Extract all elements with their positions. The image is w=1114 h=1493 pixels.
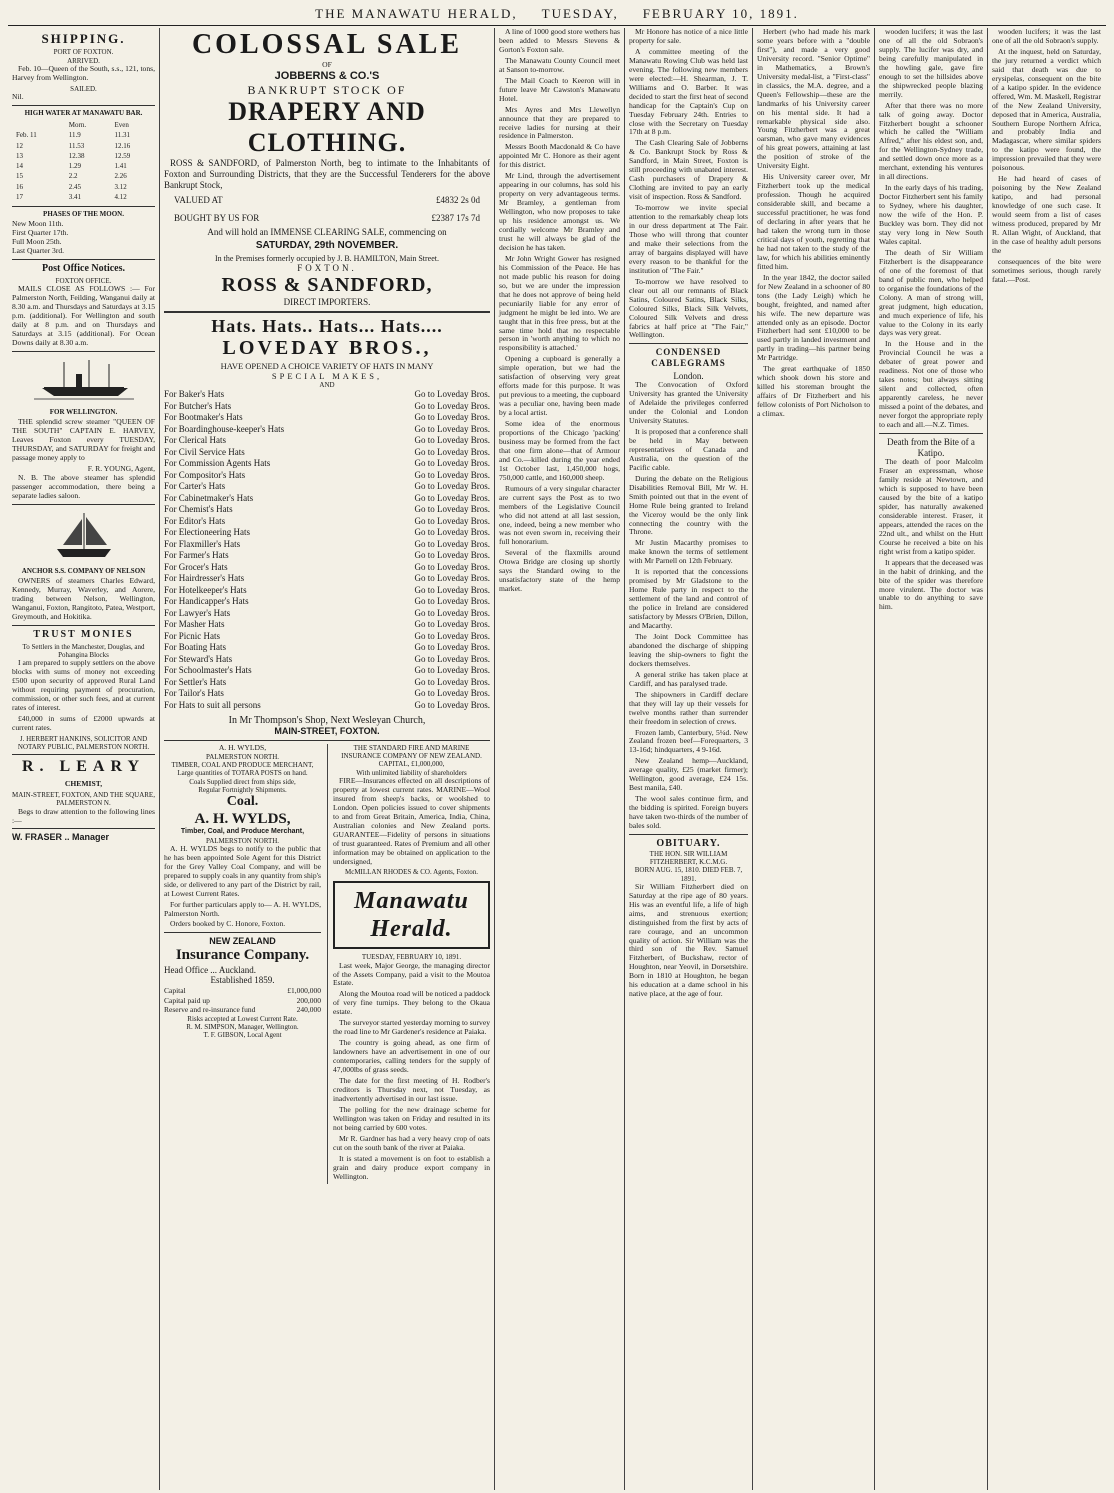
go-to-loveday: Go to Loveday Bros. — [414, 412, 490, 423]
agent-name: F. R. YOUNG, Agent, — [87, 463, 155, 473]
totara: Large quantities of TOTARA POSTS on hand. — [177, 769, 308, 778]
go-to-loveday: Go to Loveday Bros. — [414, 423, 490, 434]
herald-paragraph: It is stated a movement is on foot to establish a grain and dairy produce export company in Wellington. — [333, 1153, 490, 1181]
hat-row — [164, 516, 490, 528]
go-to-loveday: Go to Loveday Bros. — [414, 642, 490, 653]
go-to-loveday: Go to Loveday Bros. — [414, 619, 490, 630]
anchor-text: OWNERS of steamers Charles Edward, Kennedy, Murray, Waverley, and Aorere, trading between Nelson, Wellington, Wanganui, Foxton, Rangitoto, Patea, Westport, Greymouth, and Hokitika. — [12, 576, 155, 621]
news-paragraph: In the year 1842, the doctor sailed for New Zealand in a schooner of 80 tons (the Lady Leigh) which he bought, freighted, and named after his wife. The new departure was attended only as an episode. Doctor Fitzherbert had sent £10,000 to be used partly in landed investment and partly in trading—his partner being Mr Partridge. — [757, 272, 870, 363]
bankrupt: BANKRUPT STOCK OF — [247, 82, 407, 97]
go-to-loveday: Go to Loveday Bros. — [414, 469, 490, 480]
steamer-text: THE splendid screw steamer "QUEEN OF THE SOUTH" CAPTAIN E. HARVEY, Leaves Foxton every TUESDAY, THURSDAY, and SATURDAY for freight and passage money apply to — [12, 417, 155, 463]
masthead — [8, 6, 1106, 26]
fraser-manager: W. FRASER .. Manager — [12, 832, 110, 843]
column-4 — [625, 28, 753, 1490]
katipo-paragraph: At the inquest, held on Saturday, the jury returned a verdict which said that death was due to erysipelas, consequent on the bite of a katipo spider. In the evidence offered, Wm. M. Maskell, Registrar of the New Zealand University, deposed that in America, Australia, Southern Europe Northern Africa, and probably India and Madagascar, where similar spiders to the katipo were found, the impression prevailed that they were poisonous. — [992, 46, 1101, 173]
wylds-column — [164, 744, 321, 1184]
go-to-loveday: Go to Loveday Bros. — [414, 389, 490, 400]
wylds-place: PALMERSTON NORTH. — [205, 752, 280, 761]
sailed-label: SAILED. — [70, 84, 97, 93]
sale-of: OF — [322, 60, 332, 70]
hat-row — [164, 470, 490, 482]
hat-row — [164, 493, 490, 505]
bought-row: BOUGHT BY US FOR £2387 17s 7d — [174, 212, 480, 223]
standard-column — [327, 744, 490, 1184]
coal-supplied: Coals Supplied direct from ships side, — [189, 777, 296, 786]
valued-row: VALUED AT £4832 2s 0d — [174, 195, 480, 206]
news-paragraph: The Manawatu County Council meet at Sanson to-morrow. — [499, 55, 620, 74]
cable-paragraph: It is reported that the concessions promised by Mr Gladstone to the Home Rule party in respect to the settlement of the land and control of the police in Ireland are considered satisfactory by Messrs O'Brien, Dillon, and Macarthy. — [629, 567, 748, 631]
jobberns: JOBBERNS & CO.'S — [274, 69, 380, 82]
wellington-heading: FOR WELLINGTON. — [49, 407, 118, 416]
sale-title: COLOSSAL SALE — [191, 29, 463, 60]
hat-type: For Farmer's Hats — [164, 550, 229, 561]
news-paragraph: A line of 1000 good store wethers has been added to Messrs Stevens & Gorton's Foxton sale. — [499, 28, 620, 54]
column-1 — [8, 28, 160, 1490]
go-to-loveday: Go to Loveday Bros. — [414, 492, 490, 503]
herald-paragraph: The polling for the new drainage scheme for Wellington was taken on Friday and resulted in its not being carried by 600 votes. — [333, 1104, 490, 1132]
go-to-loveday: Go to Loveday Bros. — [414, 630, 490, 641]
hat-row — [164, 550, 490, 562]
moon-title: PHASES OF THE MOON. — [43, 210, 124, 219]
hat-type: For Editor's Hats — [164, 515, 226, 526]
katipo-title: Death from the Bite of a Katipo. — [887, 436, 975, 458]
hat-type: For Clerical Hats — [164, 435, 226, 446]
go-to-loveday: Go to Loveday Bros. — [414, 435, 490, 446]
head-office: Head Office ... Auckland. — [164, 964, 257, 975]
hat-row — [164, 504, 490, 516]
column-7 — [988, 28, 1105, 1490]
news-paragraph: The Cash Clearing Sale of Jobberns & Co. Bankrupt Stock by Ross & Sandford, in Main Street, Foxton is still proceeding with unabated interest. Cash purchasers of Drapery & Clothing are invited to pay an early visit of inspection. Ross & Sandford. — [629, 138, 748, 202]
hat-type: For Handicapper's Hats — [164, 596, 249, 607]
arrived-label: ARRIVED. — [67, 56, 100, 65]
hat-row — [164, 458, 490, 470]
herald-paragraph: Last week, Major George, the managing director of the Assets Company, paid a visit to the Moutoa Estate. — [333, 960, 490, 988]
tide-row: 12 11.53 12.16 — [16, 141, 131, 150]
moon-phase: Last Quarter 3rd. — [12, 246, 65, 256]
sailing-ship-icon — [49, 511, 119, 561]
po-sub: FOXTON OFFICE. — [55, 277, 112, 286]
hat-row — [164, 447, 490, 459]
hat-type: For Baker's Hats — [164, 389, 225, 400]
hat-type: For Hairdresser's Hats — [164, 573, 245, 584]
news-paragraph: The death of Sir William Fitzherbert is the disappearance of one of the foremost of that band of public men, who helped to organise the foundations of the Colony. A man of strong will, great judgment, high education, and much experience of life, his value to the Colony in its early days was very great. — [879, 247, 983, 338]
hat-row — [164, 665, 490, 677]
ins-row: Capital paid up 200,000 — [164, 995, 321, 1005]
news-paragraph: In the House and in the Provincial Council he was a debater of great power and readiness. Not one of those who takes notes; but always sitting silent and collected, often apparently careless, he never missed a point of the debates, and never forgot the appropriate reply to each and all.—N.Z. Times. — [879, 339, 983, 429]
trust-sub: To Settlers in the Manchester, Douglas, and Pohangina Blocks — [22, 642, 145, 659]
news-paragraph: To-morrow we have resolved to clear out all our remnants of Black Satins, Coloured Satins, Black Silks, Coloured Silks, Black Silk Velvets, Coloured Silk Velvets and dress fabrics at half price at "The Fair," Wellington. — [629, 276, 748, 340]
hat-type: For Lawyer's Hats — [164, 607, 231, 618]
shop-address: In Mr Thompson's Shop, Next Wesleyan Church, — [228, 714, 426, 726]
go-to-loveday: Go to Loveday Bros. — [414, 665, 490, 676]
hat-row — [164, 642, 490, 654]
news-paragraph: Mrs Ayres and Mrs Llewellyn announce that they are prepared to receive ladies for nursing at their residence in Palmerston. — [499, 104, 620, 141]
news-paragraph: wooden lucifers; it was the last one of all the old Sobraon's supply. — [992, 28, 1101, 45]
moon-phase: First Quarter 17th. — [12, 228, 69, 238]
arrived-text: Feb. 10—Queen of the South, s.s., 121, tons, Harvey from Wellington. — [12, 63, 155, 82]
ross-text: ROSS & SANDFORD, of Palmerston North, beg to intimate to the Inhabitants of Foxton and Surrounding Districts, that they are the Successful Tenderers for the above Bankrupt Stock, — [164, 158, 490, 190]
steamer-nb: N. B. The above steamer has splendid passenger accommodation, there being a separate ladies saloon. — [12, 472, 155, 500]
wylds-merchant: Timber, Coal, and Produce Merchant, — [180, 828, 305, 836]
hat-row — [164, 608, 490, 620]
news-paragraph: Opening a cupboard is generally a simple operation, but we had the satisfaction of observing very great efforts made for this purpose. It was put previous to a meeting, the cupboard was a peculiar one, having been made by a local artist. — [499, 354, 620, 418]
hat-row — [164, 654, 490, 666]
cable-paragraph: Mr Justin Macarthy promises to make known the terms of settlement with Mr Parnell on 12th February. — [629, 538, 748, 566]
moon-phase: Full Moon 25th. — [12, 237, 62, 247]
news-paragraph: In the early days of his trading, Doctor Fitzherbert sent his family to Sydney, where his daughter, now the wife of the Hon. P. Buckley was born. They did not stay very long in New South Wales capital. — [879, 183, 983, 246]
hat-row — [164, 539, 490, 551]
news-paragraph: Mr Lind, through the advertisement appearing in our columns, has sold his property on very advantageous terms. Mr Bramley, a gentleman from Wellington, who now proposes to take up his residence amongst us. We cordially welcome Mr Bramley and trust he will always be glad of the decision he has taken. — [499, 171, 620, 252]
wylds-orders: Orders booked by C. Honore, Foxton. — [170, 919, 286, 929]
cable-paragraph: New Zealand hemp—Auckland, average quality, £25 (market firmer); Wellington, good average, £24 15s. Best manila, £40. — [629, 756, 748, 793]
cable-sub: London. — [673, 370, 704, 381]
hat-row — [164, 527, 490, 539]
mcmillan: McMILLAN RHODES & CO. Agents, Foxton. — [344, 868, 478, 877]
cable-title: CONDENSED CABLEGRAMS — [651, 347, 726, 369]
hat-type: For Schoolmaster's Hats — [164, 665, 252, 676]
foxton: FOXTON. — [297, 263, 357, 274]
tide-title: HIGH WATER AT MANAWATU BAR. — [24, 108, 143, 117]
hat-type: For Grocer's Hats — [164, 561, 228, 572]
trust-heading: TRUST MONIES — [33, 628, 134, 640]
insurance-co: Insurance Company. — [175, 947, 310, 964]
and-word: AND — [319, 380, 335, 389]
ins-row: Reserve and re-insurance fund 240,000 — [164, 1005, 321, 1015]
hat-row — [164, 619, 490, 631]
established: Established 1859. — [210, 975, 275, 986]
hat-type: For Settler's Hats — [164, 676, 227, 687]
saturday: SATURDAY, 29th NOVEMBER. — [255, 239, 399, 251]
cable-paragraph: Frozen lamb, Canterbury, 5¼d. New Zealand frozen beef—Forequarters, 3 13-16d; hindquarters, 4 9-16d. — [629, 727, 748, 755]
anchor-heading: ANCHOR S.S. COMPANY OF NELSON — [21, 566, 146, 575]
hat-type: For Tailor's Hats — [164, 688, 224, 699]
herald-paragraph: Along the Moutoa road will be noticed a paddock of very fine turnips. They belong to the Okaua estate. — [333, 989, 490, 1017]
tide-head: Morn. — [68, 121, 87, 130]
risks: Risks accepted at Lowest Current Rate. — [187, 1014, 298, 1023]
chemist-address: MAIN-STREET, FOXTON, AND THE SQUARE, PALMERSTON N. — [12, 791, 155, 808]
go-to-loveday: Go to Loveday Bros. — [414, 596, 490, 607]
tide-head — [14, 121, 65, 129]
tide-row: 15 2.2 2.26 — [16, 172, 127, 181]
news-paragraph: wooden lucifers; it was the last one of all the old Sobraon's supply. The lucifer was dry, and being carefully manipulated in the howling gale, gave fire enough to set the hillsides above the shipwrecked people blazing merrily. — [879, 28, 983, 99]
cable-paragraph: The shipowners in Cardiff declare that they will lay up their vessels for twelve months rather than surrender their freedom in selection of crews. — [629, 689, 748, 726]
go-to-loveday: Go to Loveday Bros. — [414, 515, 490, 526]
herald-title: Manawatu Herald. — [333, 881, 490, 950]
tide-row: 16 2.45 3.12 — [16, 182, 127, 191]
capital: CAPITAL, £1,000,000, — [378, 760, 445, 769]
moon-phase: New Moon 11th. — [12, 219, 64, 229]
hankins: J. HERBERT HANKINS, SOLICITOR AND NOTARY PUBLIC, PALMERSTON NORTH. — [17, 734, 150, 751]
hat-type: For Commission Agents Hats — [164, 458, 271, 469]
hat-type: For Steward's Hats — [164, 653, 233, 664]
go-to-loveday: Go to Loveday Bros. — [414, 607, 490, 618]
masthead-day: TUESDAY, — [541, 6, 619, 21]
hat-type: For Picnic Hats — [164, 630, 220, 641]
cable-paragraph: A general strike has taken place at Cardiff, and has paralysed trade. — [629, 669, 748, 688]
news-paragraph: Herbert (who had made his mark some years before with a "double first"), and made a very good University record. "Senior Optime" in Mathematics, a Brown's University medal-list, a "First-class" in classics, the M.A. degree, and a Queen's Fellowship—these are the landmarks of his University career on his mental side. It had a remarkable physical side also. Young Fitzherbert was a great oarsman, who gave many evidences of his great powers, attaining at last the position of stroke of the University Eight. — [757, 28, 870, 171]
herald-paragraph: The country is going ahead, as one firm of landowners have an advertisement in one of our contemporaries, calling tenders for the supply of 47,000lbs of grass seeds. — [333, 1038, 490, 1075]
chemist-text: Begs to draw attention to the following lines :— — [12, 806, 155, 825]
hat-type: For Chemist's Hats — [164, 504, 233, 515]
hat-row — [164, 562, 490, 574]
tide-row: 14 1.29 1.41 — [16, 162, 127, 171]
hat-type: For Boating Hats — [164, 642, 226, 653]
hat-row — [164, 389, 490, 401]
tide-row: 17 3.41 4.12 — [16, 192, 127, 201]
drapery-title: DRAPERY AND CLOTHING. — [228, 97, 426, 157]
wylds-trade: TIMBER, COAL AND PRODUCE MERCHANT, — [171, 761, 314, 770]
wylds-further: For further particulars apply to— A. H. WYLDS, Palmerston North. — [164, 899, 321, 918]
hat-type: For Civil Service Hats — [164, 446, 245, 457]
katipo-paragraph: The death of poor Malcolm Fraser an expressman, whose family reside at Newtown, and which is supposed to have been caused by the bite of a katipo spider, has naturally awakened considerable interest. Fraser, it appears, attended the races on the 22nd ult., and whilst on the Hutt Course he received a bite on his right wrist from a katipo spider. — [879, 457, 983, 556]
po-title: Post Office Notices. — [41, 263, 126, 275]
go-to-loveday: Go to Loveday Bros. — [414, 446, 490, 457]
news-paragraph: The great earthquake of 1850 which shook down his store and killed his storeman brought the affairs of Dr Fitzherbert and his fellow colonists of Port Nicholson to a climax. — [757, 364, 870, 419]
trust-more: £40,000 in sums of £2000 upwards at current rates. — [12, 713, 155, 732]
column-6 — [875, 28, 988, 1490]
column-2 — [160, 28, 495, 1490]
cable-paragraph: During the debate on the Religious Disabilities Removal Bill, Mr W. H. Smith pointed out that in the event of Home Rule being granted to Ireland the Viceroy would be the only link connecting the country with the Throne. — [629, 473, 748, 537]
ins-row: Capital £1,000,000 — [164, 985, 321, 995]
go-to-loveday: Go to Loveday Bros. — [414, 538, 490, 549]
steamship-icon — [34, 358, 134, 402]
hat-row — [164, 424, 490, 436]
tide-row: 13 12.38 12.59 — [16, 151, 131, 160]
immense: And will hold an IMMENSE CLEARING SALE, commencing on — [207, 227, 447, 238]
shipments: Regular Fortnightly Shipments. — [198, 785, 287, 794]
hat-row — [164, 412, 490, 424]
go-to-loveday: Go to Loveday Bros. — [414, 573, 490, 584]
cable-paragraph: The wool sales continue firm, and the bidding is spirited. Foreign buyers have taken two-thirds of the number of bales sold. — [629, 794, 748, 831]
leary-heading: R. LEARY — [22, 758, 145, 776]
palmerston: PALMERSTON NORTH. — [205, 836, 280, 845]
chemist-heading: CHEMIST, — [64, 779, 103, 789]
news-paragraph: Mr John Wright Gower has resigned his Commission of the Peace. He has not made public his reason for doing so, but we are under the impression that he does not approve of being held pecuniarily liable for any error of judgment he might be led into. We are taught that in this free press, but at the same time hold that no respectable person in 'worth anything to which no responsibility is attached.' — [499, 253, 620, 353]
opened: HAVE OPENED A CHOICE VARIETY OF HATS IN MANY — [220, 360, 434, 371]
katipo-paragraph: consequences of the bite were sometimes serious, though rarely fatal.—Post. — [992, 256, 1101, 284]
trust-text: I am prepared to supply settlers on the above blocks with sums of money not exceeding £500 upon security of approved Rural Land without requiring payment of procuration, commission, or other such fees, and at current rates of interest. — [12, 658, 155, 712]
column-5 — [753, 28, 875, 1490]
news-paragraph: Mr Honore has notice of a nice little property for sale. — [629, 28, 748, 45]
go-to-loveday: Go to Loveday Bros. — [414, 550, 490, 561]
cable-paragraph: The Convocation of Oxford University has granted the University of Adelaide the privileges conferred under the Colonial and London University Statutes. — [629, 380, 748, 426]
wylds-big: A. H. WYLDS, — [194, 810, 291, 827]
wylds-text: A. H. WYLDS begs to notify to the public that he has been appointed Sole Agent for this District for the Grey Valley Coal Company, and will be prepared to supply coals in any quantity from ship's side, or delivered to any part of the District by rail, at Lowest Current Rates. — [164, 843, 322, 898]
news-paragraph: His University career over, Mr Fitzherbert took up the medical profession. Though he acquired considerable skill, and became a successful practitioner, he was fond of declaring in after years that he had taken the wrong turn in those critical days of youth, regretting that he had not taken to the study of the law, for which his abilities eminently fitted him. — [757, 172, 870, 271]
hat-type: For Flaxmiller's Hats — [164, 538, 241, 549]
hats-banner: Hats. Hats.. Hats... Hats.... — [211, 315, 443, 336]
fire-text: FIRE—Insurances effected on all descriptions of property at lowest current rates. MARINE—Wool insured from sheep's backs, or woolshed to London. Open policies issued to cover shipments to and from Great Britain, America, India, China, Australian colonies and New Zealand ports. GUARANTEE—Fidelity of persons in situations of trust guaranteed. Rates of Premium and all other information may be obtained on application to the undersigned, — [333, 775, 490, 866]
obituary-dates: BORN AUG. 15, 1810. DIED FEB. 7, 1891. — [634, 866, 743, 883]
go-to-loveday: Go to Loveday Bros. — [414, 584, 490, 595]
go-to-loveday: Go to Loveday Bros. — [414, 458, 490, 469]
shipping-heading: SHIPPING. — [41, 31, 126, 46]
go-to-loveday: Go to Loveday Bros. — [414, 653, 490, 664]
katipo-paragraph: He had heard of cases of poisoning by the New Zealand katipo, and had personal knowledge of one such case. It would seem from a list of cases witness produced, prepared by Mr R. Allan Wight, of Auckland, that in the case of healthy adult persons the — [992, 174, 1101, 255]
port-heading: PORT OF FOXTON. — [53, 48, 114, 57]
tide-head: Even — [114, 121, 129, 130]
loveday-title: LOVEDAY BROS., — [222, 337, 432, 360]
hat-type: For Boardinghouse-keeper's Hats — [164, 423, 285, 434]
news-paragraph: Rumours of a very singular character are current says the Post as to two members of the Legislative Council who did not attend at all last session, one, indeed, being a new member who was not even sworn in, receiving their full honorarium. — [499, 483, 620, 547]
hat-type: For Electioneering Hats — [164, 527, 250, 538]
news-paragraph: Messrs Booth Macdonald & Co have appointed Mr C. Honore as their agent for this district. — [499, 142, 620, 170]
coal-heading: Coal. — [226, 794, 259, 810]
hat-row — [164, 677, 490, 689]
go-to-loveday: Go to Loveday Bros. — [414, 561, 490, 572]
nz-insurance: NEW ZEALAND — [209, 936, 276, 947]
hat-row — [164, 700, 490, 712]
hat-type: For Masher Hats — [164, 619, 225, 630]
main-street: MAIN-STREET, FOXTON. — [274, 726, 380, 737]
hat-row — [164, 585, 490, 597]
hat-row — [164, 481, 490, 493]
go-to-loveday: Go to Loveday Bros. — [414, 676, 490, 687]
obituary-title: OBITUARY. — [656, 837, 721, 849]
hat-list — [164, 389, 490, 711]
po-text: MAILS CLOSE AS FOLLOWS :— For Palmerston North, Feilding, Wanganui daily at 8.30 a.m. and Thursdays and Saturdays at 3.15 p.m. (additional). For Wellington and south daily at 8 p.m. and on Thursdays and Saturdays at 3.15 (additional). For Ocean Downs daily at 8.30 a.m. — [12, 284, 155, 348]
sailed-nil: Nil. — [12, 91, 24, 101]
hat-type: For Butcher's Hats — [164, 400, 232, 411]
importers: DIRECT IMPORTERS. — [283, 297, 371, 308]
tide-table — [12, 119, 155, 203]
herald-paragraph: Mr R. Gardner has had a very heavy crop of oats cut on the south bank of the river at Paiaka. — [333, 1133, 490, 1152]
special: SPECIAL MAKES, — [271, 370, 383, 381]
hat-row — [164, 401, 490, 413]
premises: In the Premises formerly occupied by J. B. HAMILTON, Main Street. — [215, 253, 439, 263]
herald-date: TUESDAY, FEBRUARY 10, 1891. — [361, 953, 462, 962]
standard-sub: With unlimited liability of shareholders — [356, 768, 467, 777]
cable-paragraph: It is proposed that a conference shall be held in May between representatives of Canada and Australia, on the question of the Pacific cable. — [629, 427, 748, 472]
go-to-loveday: Go to Loveday Bros. — [414, 700, 490, 710]
hat-type: For Hats to suit all persons — [164, 700, 261, 710]
hat-type: For Hotelkeeper's Hats — [164, 584, 247, 595]
masthead-paper: THE MANAWATU HERALD, — [315, 6, 518, 21]
news-paragraph: Some idea of the enormous proportions of the Chicago 'packing' business may be formed from the fact that one firm alone—that of Armour and Co.—killed during the year ended 1st October last, 1,450,000 hogs, 750,000 cattle, and 160,000 sheep. — [499, 419, 620, 482]
hat-row — [164, 631, 490, 643]
hat-type: For Compositor's Hats — [164, 469, 246, 480]
herald-paragraph: The surveyor started yesterday morning to survey the road line to Mr Gardener's residence at Paiaka. — [333, 1018, 490, 1037]
news-paragraph: Several of the flaxmills around Otowa Bridge are closing up shortly says the Standard owing to the unsatisfactory state of the hemp market. — [499, 548, 620, 594]
go-to-loveday: Go to Loveday Bros. — [414, 688, 490, 699]
tide-row: Feb. 11 11.9 11.31 — [16, 131, 130, 140]
go-to-loveday: Go to Loveday Bros. — [414, 481, 490, 492]
hat-row — [164, 596, 490, 608]
katipo-paragraph: It appears that the deceased was in the habit of drinking, and the bite of the spider was therefore more virulent. The doctor was unable to do anything to save him. — [879, 557, 983, 612]
obituary-name: THE HON. SIR WILLIAM FITZHERBERT, K.C.M.G. — [649, 849, 728, 867]
go-to-loveday: Go to Loveday Bros. — [414, 504, 490, 515]
news-paragraph: The Mail Coach to Keeron will in future leave Mr Cawston's Manawatu Hotel. — [499, 75, 620, 103]
news-paragraph: A committee meeting of the Manawatu Rowing Club was held last evening. The following new members were elected:—H. Shearman, J. T. Williams and O. Barber. It was decided to start the first heat of second handicap for the Captain's Cup on Tuesday February 24th. Entries to close with the Secretary on Tuesday 17th at 8 p.m. — [629, 46, 748, 137]
column-3 — [495, 28, 625, 1490]
hat-row — [164, 573, 490, 585]
simpson: R. M. SIMPSON, Manager, Wellington. — [186, 1022, 299, 1031]
hat-row — [164, 435, 490, 447]
news-paragraph: After that there was no more talk of going away. Doctor Fitzherbert bought a schooner which he called the "William Alfred," after his eldest son, and, for the Wellington-Sydney trade, and settled down once more as a merchant, extending his ventures in all directions. — [879, 100, 983, 182]
news-paragraph: To-morrow we invite special attention to the remarkably cheap lots in our dress department at The Fair. Those who will throng that counter and make their selections from the array of bargains displayed will have every reason to be thankful for the institution of "The Fair." — [629, 203, 748, 275]
obituary-text: Sir William Fitzherbert died on Saturday at the ripe age of 80 years. His was an eventful life, a life of high aims, and strenuous exertion; distinguished from the first by acts of rare courage, and an uncommon quality of action. Sir William was the third son of the Rev. Samuel Fitzherbert, of Buckshaw, rector of Houghton, near Yeovil, in Dorsetshire. Born in 1810 at Houghton, he began his education at a dame school in his native place, at the age of four. — [629, 881, 748, 999]
hat-row — [164, 688, 490, 700]
go-to-loveday: Go to Loveday Bros. — [414, 400, 490, 411]
gibson: T. F. GIBSON, Local Agent — [203, 1031, 282, 1040]
cable-paragraph: The Joint Dock Committee has abandoned the discharge of shipping leaving the ship-owners to fight the dockers themselves. — [629, 631, 748, 668]
herald-paragraph: The date for the first meeting of H. Rodber's creditors is Thursday next, not Tuesday, as inadvertently advertised in our last issue. — [333, 1076, 490, 1103]
go-to-loveday: Go to Loveday Bros. — [414, 527, 490, 538]
hat-type: For Cabinetmaker's Hats — [164, 492, 254, 503]
hat-type: For Carter's Hats — [164, 481, 226, 492]
hat-type: For Bootmaker's Hats — [164, 412, 243, 423]
standard-title: THE STANDARD FIRE AND MARINE INSURANCE COMPANY OF NEW ZEALAND. — [341, 743, 482, 761]
wylds-head: A. H. WYLDS, — [218, 742, 267, 752]
ross-sandford: ROSS & SANDFORD, — [221, 273, 433, 296]
masthead-date: FEBRUARY 10, 1891. — [642, 6, 799, 21]
